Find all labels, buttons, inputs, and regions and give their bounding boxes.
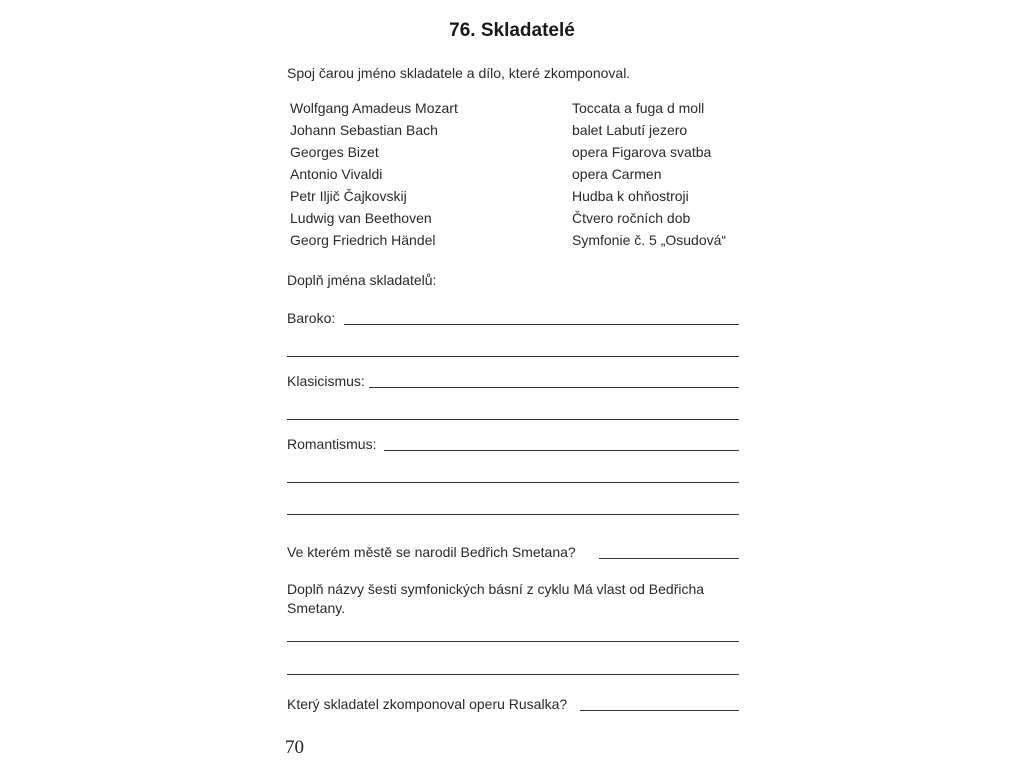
instruction-text: Spoj čarou jméno skladatele a dílo, které zkomponoval. (287, 65, 631, 81)
ma-vlast-answer-line[interactable] (287, 674, 739, 675)
baroque-answer-line[interactable] (287, 356, 739, 357)
rusalka-question: Který skladatel zkomponoval operu Rusalka? (287, 696, 568, 712)
classicism-label: Klasicismus: (287, 373, 365, 389)
ma-vlast-question: Doplň názvy šesti symfonických básní z cyklu Má vlast od Bedřicha (287, 581, 705, 597)
page-title: 76. Skladatelé (449, 20, 575, 41)
work-item: Hudba k ohňostroji (572, 188, 689, 204)
work-item: opera Carmen (572, 166, 662, 182)
rusalka-answer-line[interactable] (580, 710, 739, 711)
composer-list (290, 97, 458, 251)
fill-names-prompt: Doplň jména skladatelů: (287, 272, 437, 288)
baroque-label: Baroko: (287, 310, 336, 326)
composer-item: Georg Friedrich Händel (290, 232, 436, 248)
romanticism-answer-line[interactable] (384, 450, 739, 451)
work-item: opera Figarova svatba (572, 144, 712, 160)
composer-item: Petr Iljič Čajkovskij (290, 188, 407, 204)
ma-vlast-answer-line[interactable] (287, 641, 739, 642)
composer-item: Georges Bizet (290, 144, 379, 160)
composer-item: Johann Sebastian Bach (290, 122, 438, 138)
page-number: 70 (285, 737, 304, 758)
classicism-answer-line[interactable] (369, 387, 739, 388)
smetana-city-answer-line[interactable] (599, 558, 739, 559)
smetana-city-question: Ve kterém městě se narodil Bedřich Smetana? (287, 544, 576, 560)
composer-item: Antonio Vivaldi (290, 166, 383, 182)
classicism-answer-line[interactable] (287, 419, 739, 420)
work-item: balet Labutí jezero (572, 122, 688, 138)
composer-item: Wolfgang Amadeus Mozart (290, 100, 458, 116)
ma-vlast-question-continued: Smetany. (287, 600, 346, 616)
romanticism-label: Romantismus: (287, 436, 377, 452)
baroque-answer-line[interactable] (344, 324, 739, 325)
work-item: Symfonie č. 5 „Osudová“ (572, 232, 727, 248)
romanticism-answer-line[interactable] (287, 514, 739, 515)
work-item: Čtvero ročních dob (572, 210, 691, 226)
romanticism-answer-line[interactable] (287, 482, 739, 483)
work-list (572, 97, 726, 251)
work-item: Toccata a fuga d moll (572, 100, 705, 116)
composer-item: Ludwig van Beethoven (290, 210, 432, 226)
